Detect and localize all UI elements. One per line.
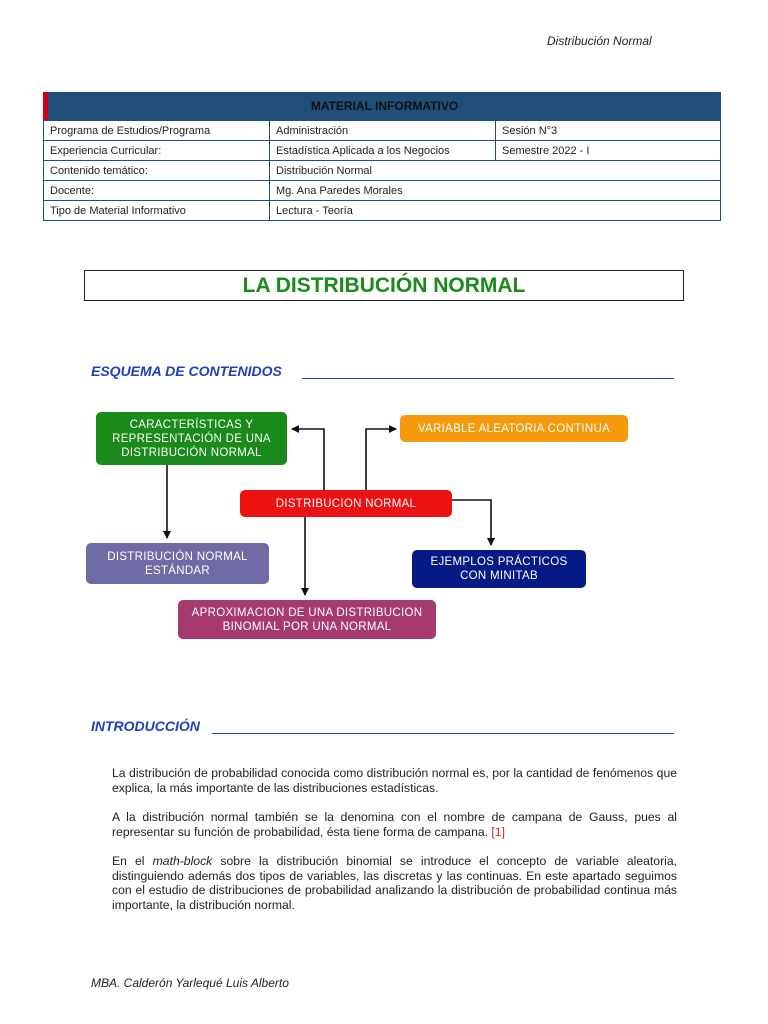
running-header: Distribución Normal [547, 34, 652, 48]
table-cell: Semestre 2022 - I [496, 141, 721, 161]
node-distribucion-estandar: DISTRIBUCIÓN NORMAL ESTÁNDAR [86, 543, 269, 584]
table-cell: Distribución Normal [270, 161, 721, 181]
paragraph-text: sobre la distribución binomial se introduce el concepto de variable aleatoria, distinguiendo además dos tipos de variables, las discretas y las continuas. En este apartado seguimos con el estudio de distribuciones de probabilidad analizando la distribución de probabilidad continua más importante, la distribución normal. [112, 854, 677, 912]
connector-to-ejemplos [452, 500, 491, 545]
table-cell: Estadística Aplicada a los Negocios [270, 141, 496, 161]
intro-paragraph-1: La distribución de probabilidad conocida como distribución normal es, por la cantidad de fenómenos que explica, la más importante de las distribuciones estadísticas. [112, 766, 677, 795]
footer-author: MBA. Calderón Yarlequé Luis Alberto [91, 976, 289, 990]
node-aproximacion-binomial: APROXIMACION DE UNA DISTRIBUCION BINOMIAL POR UNA NORMAL [178, 600, 436, 639]
intro-paragraph-3 [112, 854, 677, 912]
intro-heading: INTRODUCCIÓN [91, 718, 200, 734]
table-cell: Administración [270, 121, 496, 141]
intro-heading-rule [212, 733, 674, 734]
table-cell: Lectura - Teoría [270, 201, 721, 221]
table-cell: Tipo de Material Informativo [44, 201, 270, 221]
table-cell: Experiencia Curricular: [44, 141, 270, 161]
intro-paragraph-2 [112, 810, 677, 839]
table-cell: Docente: [44, 181, 270, 201]
info-table-title: MATERIAL INFORMATIVO [43, 92, 721, 120]
math-block-term: math-block [152, 854, 213, 868]
paragraph-text: En el [112, 854, 153, 868]
connector-to-caracteristicas [292, 429, 324, 490]
reference-link[interactable]: [1] [491, 824, 505, 839]
schema-heading: ESQUEMA DE CONTENIDOS [91, 363, 282, 379]
paragraph-text: A la distribución normal también se la denomina con el nombre de campana de Gauss, pues al representar su función de probabilidad, ésta tiene forma de campana. [112, 810, 677, 839]
node-caracteristicas: CARACTERÍSTICAS Y REPRESENTACIÓN DE UNA DISTRIBUCIÓN NORMAL [96, 412, 287, 465]
page-title: LA DISTRIBUCIÓN NORMAL [84, 270, 684, 301]
node-distribucion-normal: DISTRIBUCION NORMAL [240, 490, 452, 517]
table-cell: Programa de Estudios/Programa [44, 121, 270, 141]
table-cell: Contenido temático: [44, 161, 270, 181]
connector-to-variable [366, 429, 396, 490]
node-variable-aleatoria: VARIABLE ALEATORIA CONTINUA [400, 415, 628, 442]
table-cell: Mg. Ana Paredes Morales [270, 181, 721, 201]
node-ejemplos-minitab: EJEMPLOS PRÁCTICOS CON MINITAB [412, 550, 586, 588]
table-cell: Sesión N°3 [496, 121, 721, 141]
